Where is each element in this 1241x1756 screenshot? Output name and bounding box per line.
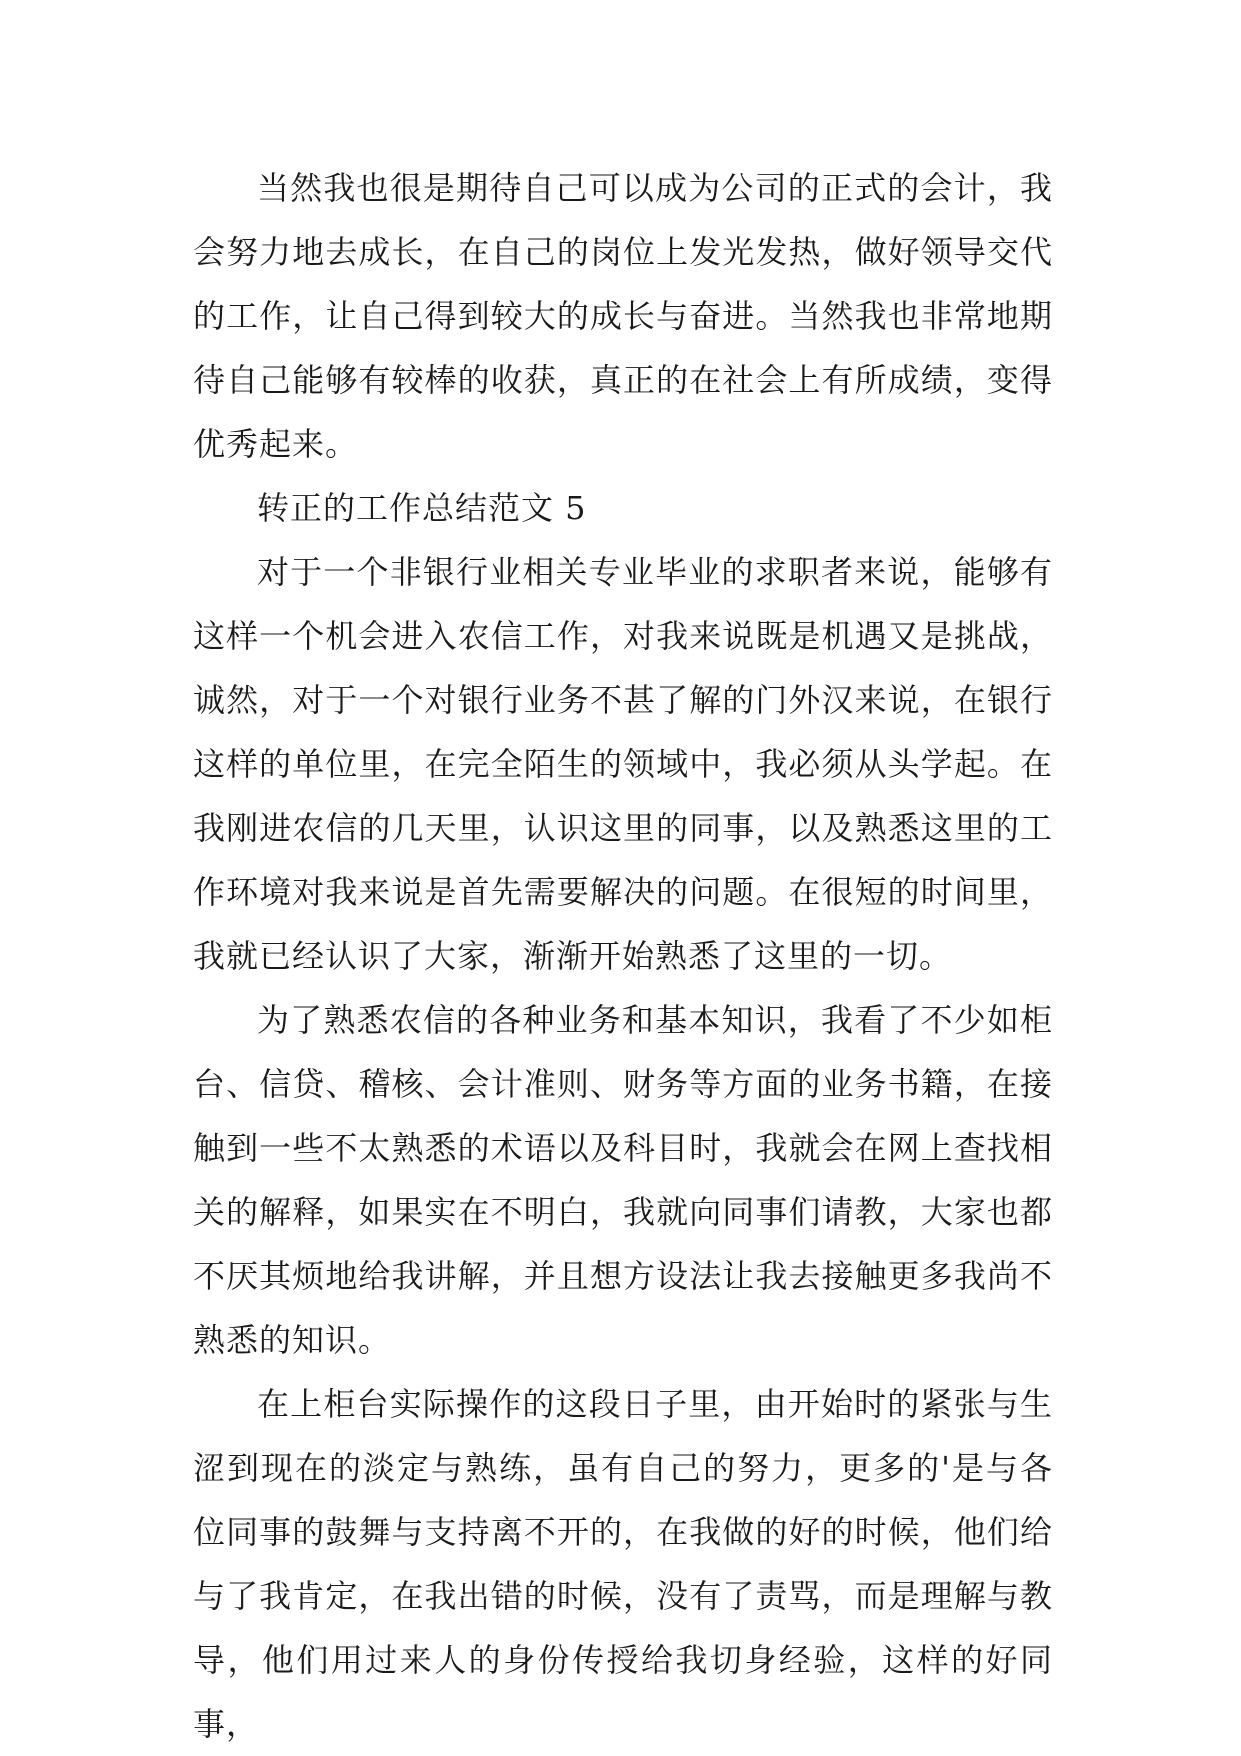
paragraph-bank-intro: 对于一个非银行业相关专业毕业的求职者来说，能够有这样一个机会进入农信工作，对我来说既是机遇又是挑战，诚然，对于一个对银行业务不甚了解的门外汉来说，在银行这样的单位里，在完全陌生的领域中，我必须从头学起。在我刚进农信的几天里，认识这里的同事，以及熟悉这里的工作环境对我来说是首先需要解决的问题。在很短的时间里，我就已经认识了大家，渐渐开始熟悉了这里的一切。 (193, 553, 1053, 975)
section-heading: 转正的工作总结范文 5 (257, 489, 587, 527)
document-body (193, 156, 1053, 1756)
paragraph-accountant-expectation: 当然我也很是期待自己可以成为公司的正式的会计，我会努力地去成长，在自己的岗位上发光发热，做好领导交代的工作，让自己得到较大的成长与奋进。当然我也非常地期待自己能够有较棒的收获，真正的在社会上有所成绩，变得优秀起来。 (193, 169, 1053, 463)
paragraph-learning: 为了熟悉农信的各种业务和基本知识，我看了不少如柜台、信贷、稽核、会计准则、财务等方面的业务书籍，在接触到一些不太熟悉的术语以及科目时，我就会在网上查找相关的解释，如果实在不明白，我就向同事们请教，大家也都不厌其烦地给我讲解，并且想方设法让我去接触更多我尚不熟悉的知识。 (193, 1001, 1053, 1359)
paragraph-counter-work: 在上柜台实际操作的这段日子里，由开始时的紧张与生涩到现在的淡定与熟练，虽有自己的努力，更多的'是与各位同事的鼓舞与支持离不开的，在我做的好的时候，他们给与了我肯定，在我出错的时候，没有了责骂，而是理解与教导，他们用过来人的身份传授给我切身经验，这样的好同事， (193, 1385, 1053, 1743)
